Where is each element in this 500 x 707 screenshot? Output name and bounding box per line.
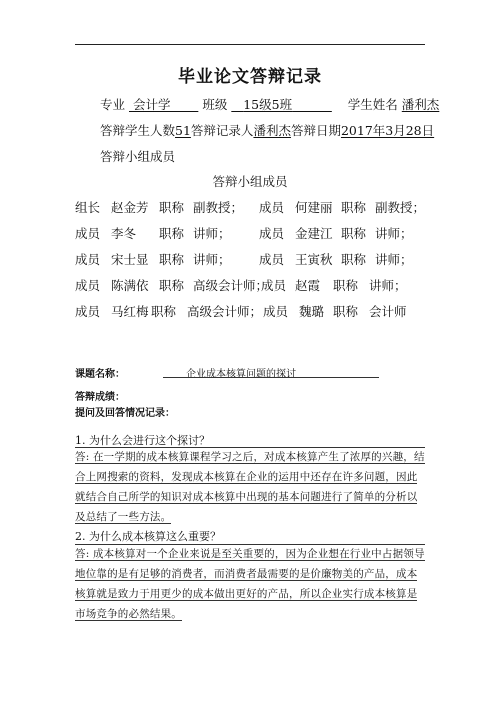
member-title-label: 职称 [159,278,185,293]
member-role: 成员 [263,304,289,319]
topic-label: 课题名称： [75,369,125,380]
member-name: 马红梅 [111,304,149,319]
student-value: 潘利杰 [401,97,440,112]
member-title: 副教授； [193,200,244,215]
page-title: 毕业论文答辩记录 [178,67,322,87]
member-name: 赵金芳 [111,200,149,215]
qa-label: 提问及回答情况记录： [75,408,175,419]
question-1: 1. 为什么会进行这个探讨？ [75,434,210,447]
member-role: 成员 [75,226,101,241]
student-label: 学生姓名 [347,97,398,112]
member-role: 成员 [259,252,285,267]
top-rule [75,44,425,45]
member-role: 成员 [75,252,101,267]
info-line-1 [100,95,439,113]
member-title: 副教授； [375,200,426,215]
date-label: 答辩日期 [290,123,341,138]
member-name: 宋士显 [111,252,149,267]
answer-1: 答: 在一学期的成本核算课程学习之后，对成本核算产生了浓厚的兴趣，结合上网搜索的资料，发现成本核算在企业的运用中还存在许多问题，因此就结合自己所学的知识对成本核算中出现的基本问题进行了简单的分析以及总结了一些方法。 [75,451,425,523]
member-title: 讲师； [375,226,413,241]
member-title: 讲师； [369,278,407,293]
member-title: 讲师； [375,252,413,267]
member-title-label: 职称 [159,226,185,241]
member-title-label: 职称 [341,252,367,267]
topic-underline [163,377,379,378]
member-title: 高级会计师； [187,304,263,319]
info-line-2 [100,121,434,139]
member-role: 成员 [259,200,285,215]
member-name: 李冬 [111,226,137,241]
member-name: 王寅秋 [295,252,333,267]
recorder-value: 潘利杰 [253,123,291,138]
group-label: 答辩小组成员 [100,149,176,164]
member-title-label: 职称 [333,304,359,319]
member-title: 会计师 [369,304,407,319]
member-name: 何建丽 [295,200,333,215]
member-name: 金建江 [295,226,333,241]
member-title-label: 职称 [341,200,367,215]
member-title: 高级会计师； [193,278,269,293]
member-name: 赵霞 [295,278,321,293]
date-value: 2017年3月28日 [340,123,435,138]
count-value: 51 [175,123,191,138]
member-role: 组长 [75,200,101,215]
major-value: 会计学 [132,97,171,112]
major-label: 专业 [100,97,126,112]
member-title: 讲师； [193,252,231,267]
group-heading: 答辩小组成员 [212,174,288,189]
member-title-label: 职称 [151,304,177,319]
recorder-label: 答辩记录人 [190,123,254,138]
member-title-label: 职称 [333,278,359,293]
member-title: 讲师； [193,226,231,241]
member-title-label: 职称 [159,200,185,215]
member-role: 成员 [75,278,101,293]
member-name: 魏璐 [299,304,325,319]
member-role: 成员 [75,304,101,319]
topic-value: 企业成本核算问题的探讨 [186,369,296,380]
member-title-label: 职称 [159,252,185,267]
member-name: 陈满依 [111,278,149,293]
question-2: 2. 为什么成本核算这么重要？ [75,530,221,543]
member-role: 成员 [259,226,285,241]
member-role: 成员 [261,278,287,293]
class-value: 15级5班 [243,97,293,112]
score-label: 答辩成绩： [75,392,125,403]
count-label: 答辩学生人数 [100,123,176,138]
class-label: 班级 [202,97,228,112]
answer-2: 答: 成本核算对一个企业来说是至关重要的，因为企业想在行业中占据领导地位靠的是有足够的消费者，而消费者最需要的是价廉物美的产品，成本核算就是致力于用更少的成本做出更好的产品，所以企业实行成本核算是市场竞争的必然结果。 [75,548,425,620]
member-title-label: 职称 [341,226,367,241]
